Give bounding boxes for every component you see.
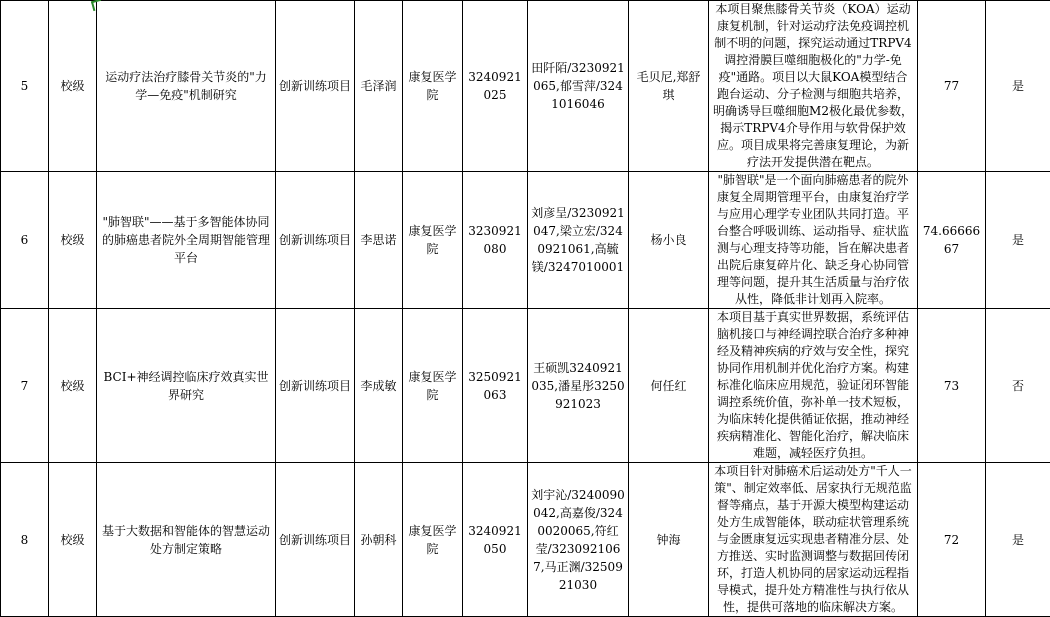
table-row [1, 172, 1050, 309]
project-title: "肺智联"——基于多智能体协同的肺癌患者院外全周期智能管理平台 [97, 172, 276, 309]
student-id: 3240921025 [463, 1, 528, 172]
approval-result: 是 [986, 172, 1050, 309]
approval-result: 是 [986, 1, 1050, 172]
score: 73 [918, 309, 986, 463]
project-description: 本项目针对肺癌术后运动处方"千人一策"、制定效率低、居家执行无规范监督等痛点，基于开源大模型构建运动处方生成智能体，联动症状管理系统与金匮康复远实现患者精准分层、处方推送、实时监测调整与数据回传闭环，打造人机协同的居家运动远程指导模式，提升处方精准性与执行依从性，提供可落地的临床解决方案。 [709, 463, 918, 617]
college: 康复医学院 [403, 1, 463, 172]
student-id: 3240921050 [463, 463, 528, 617]
advisor: 钟海 [629, 463, 709, 617]
project-description: "肺智联"是一个面向肺癌患者的院外康复全周期管理平台，由康复治疗学与应用心理学专业团队共同打造。平台整合呼吸训练、运动指导、症状监测与心理支持等功能，旨在解决患者出院后康复碎片化、缺乏身心协同管理等问题，提升其生活质量与治疗依从性，降低非计划再入院率。 [709, 172, 918, 309]
project-leader: 李成敏 [355, 309, 403, 463]
college: 康复医学院 [403, 172, 463, 309]
project-description: 本项目聚焦膝骨关节炎（KOA）运动康复机制，针对运动疗法免疫调控机制不明的问题，探究运动通过TRPV4调控滑膜巨噬细胞极化的"力学-免疫"通路。项目以大鼠KOA模型结合跑台运动、分子检测与细胞共培养，明确诱导巨噬细胞M2极化最优参数，揭示TRPV4介导作用与软骨保护效应。项目成果将完善康复理论，为新疗法开发提供潜在靶点。 [709, 1, 918, 172]
advisor: 何任红 [629, 309, 709, 463]
project-leader: 李思诺 [355, 172, 403, 309]
college: 康复医学院 [403, 463, 463, 617]
team-members: 田阡陌/3230921065,郁雪萍/3241016046 [528, 1, 629, 172]
project-title: 运动疗法治疗膝骨关节炎的"力学—免疫"机制研究 [97, 1, 276, 172]
project-leader: 毛泽润 [355, 1, 403, 172]
project-title: BCI+神经调控临床疗效真实世界研究 [97, 309, 276, 463]
score: 77 [918, 1, 986, 172]
row-number: 5 [1, 1, 49, 172]
approval-result: 否 [986, 309, 1050, 463]
project-level: 校级 [49, 309, 97, 463]
score: 72 [918, 463, 986, 617]
project-title: 基于大数据和智能体的智慧运动处方制定策略 [97, 463, 276, 617]
project-type: 创新训练项目 [276, 463, 355, 617]
row-number: 6 [1, 172, 49, 309]
project-level: 校级 [49, 1, 97, 172]
project-type: 创新训练项目 [276, 172, 355, 309]
project-leader: 孙朝科 [355, 463, 403, 617]
project-level: 校级 [49, 463, 97, 617]
project-description: 本项目基于真实世界数据，系统评估脑机接口与神经调控联合治疗多种神经及精神疾病的疗效与安全性，探究协同作用机制并优化治疗方案。构建标准化临床应用规范，验证闭环智能调控系统价值，弥补单一技术短板，为临床转化提供循证依据，推动神经疾病精准化、智能化治疗，解决临床难题，减轻医疗负担。 [709, 309, 918, 463]
team-members: 王硕凯3240921035,潘星彤3250921023 [528, 309, 629, 463]
project-level: 校级 [49, 172, 97, 309]
student-id: 3250921063 [463, 309, 528, 463]
score: 74.6666667 [918, 172, 986, 309]
row-number: 7 [1, 309, 49, 463]
approval-result: 是 [986, 463, 1050, 617]
project-type: 创新训练项目 [276, 309, 355, 463]
team-members: 刘彦呈/3230921047,梁立宏/3240921061,高毓镁/3247010001 [528, 172, 629, 309]
table-row [1, 1, 1050, 172]
student-id: 3230921080 [463, 172, 528, 309]
advisor: 杨小良 [629, 172, 709, 309]
college: 康复医学院 [403, 309, 463, 463]
table-row [1, 309, 1050, 463]
project-type: 创新训练项目 [276, 1, 355, 172]
team-members: 刘宇沁/3240090042,高嘉俊/3240020065,符红莹/3230921067,马正渊/3250921030 [528, 463, 629, 617]
table-row [1, 463, 1050, 617]
advisor: 毛贝尼,郑舒琪 [629, 1, 709, 172]
row-number: 8 [1, 463, 49, 617]
